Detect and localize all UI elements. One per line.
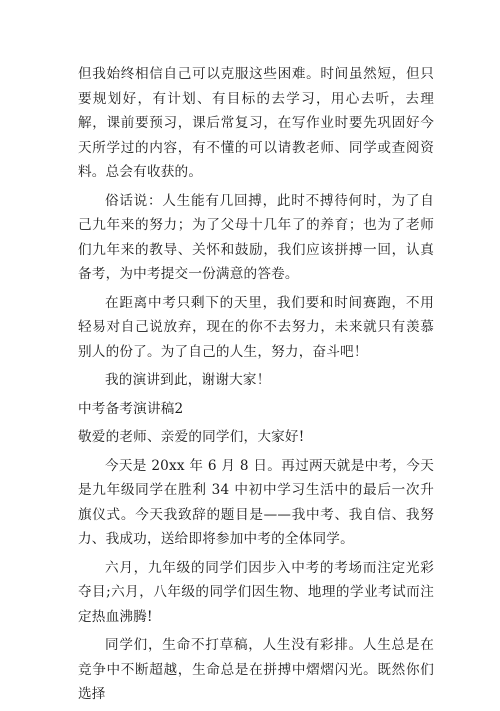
paragraph: 在距离中考只剩下的天里，我们要和时间赛跑，不用轻易对自己说放弃，现在的你不去努力，未来就只有羡慕别人的份了。为了自己的人生，努力，奋斗吧！ (78, 294, 434, 360)
paragraph: 六月，九年级的同学们因步入中考的考场而注定光彩夺目;六月，八年级的同学们因生物、地理的学业考试而注定热血沸腾! (78, 559, 434, 625)
paragraph: 我的演讲到此，谢谢大家！ (105, 372, 271, 388)
section-heading: 中考备考演讲稿2 (78, 400, 184, 417)
paragraph: 俗话说：人生能有几回搏，此时不搏待何时，为了自己九年来的努力；为了父母十几年了的养育；也为了老师们九年来的教导、关怀和鼓励，我们应该拼搏一回，认真备考，为中考提交一份满意的答卷。 (78, 192, 434, 282)
salutation: 敬爱的老师、亲爱的同学们，大家好! (78, 429, 305, 445)
document-body (78, 62, 434, 711)
paragraph: 但我始终相信自己可以克服这些困难。时间虽然短，但只要规划好，有计划、有目标的去学习，用心去听，去理解，课前要预习，课后常复习，在写作业时要先巩固好今天所学过的内容，有不懂的可以请教老师、同学或查阅资料。总会有收获的。 (78, 66, 434, 180)
paragraph: 同学们，生命不打草稿，人生没有彩排。人生总是在竞争中不断超越，生命总是在拼搏中熠熠闪光。既然你们选择 (78, 637, 434, 702)
paragraph: 今天是 20xx 年 6 月 8 日。再过两天就是中考，今天是九年级同学在胜利 34 中初中学习生活中的最后一次升旗仪式。今天我致辞的题目是——我中考、我自信、我努力、我成功，送给即将参加中考的全体同学。 (78, 457, 434, 547)
